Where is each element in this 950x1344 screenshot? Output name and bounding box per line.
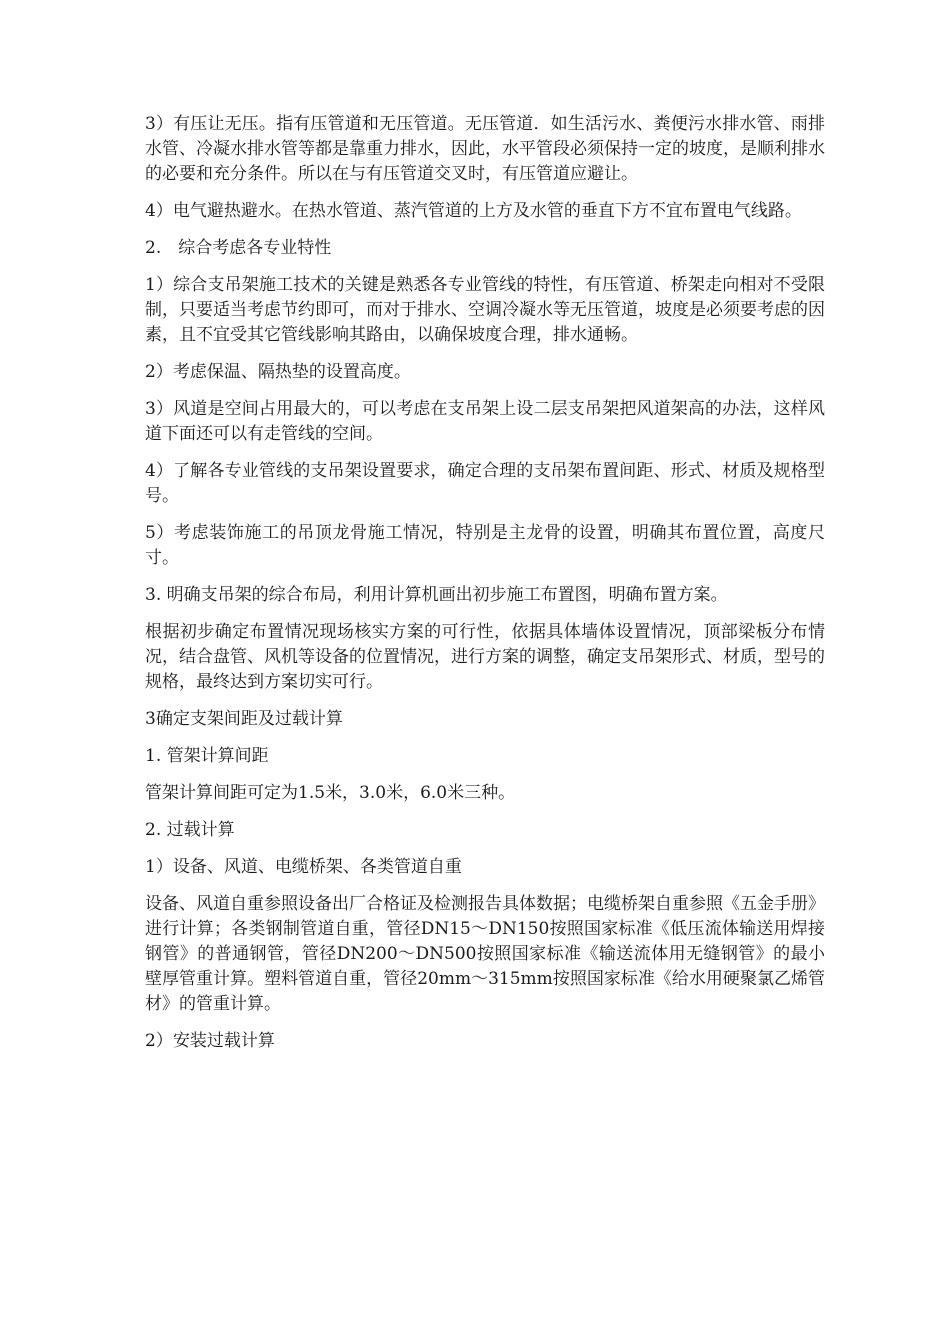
section-heading-load: 2. 过载计算	[145, 820, 235, 840]
section-heading-layout: 3. 明确支吊架的综合布局，利用计算机画出初步施工布置图，明确布置方案。	[145, 585, 728, 605]
paragraph-electrical-avoid: 4）电气避热避水。在热水管道、蒸汽管道的上方及水管的垂直下方不宜布置电气线路。	[145, 201, 802, 221]
subheading-install-load: 2）安装过载计算	[145, 1031, 275, 1051]
paragraph-duct-space: 3）风道是空间占用最大的，可以考虑在支吊架上设二层支吊架把风道架高的办法，这样风道下面还可以有走管线的空间。	[145, 399, 825, 444]
paragraph-site-verification: 根据初步确定布置情况现场核实方案的可行性，依据具体墙体设置情况，顶部梁板分布情况，结合盘管、风机等设备的位置情况，进行方案的调整，确定支吊架形式、材质，型号的规格，最终达到方案切实可行。	[145, 622, 825, 692]
paragraph-self-weight-detail: 设备、风道自重参照设备出厂合格证及检测报告具体数据；电缆桥架自重参照《五金手册》进行计算；各类钢制管道自重，管径DN15～DN150按照国家标准《低压流体输送用焊接钢管》的普通钢管，管径DN200～DN500按照国家标准《输送流体用无缝钢管》的最小壁厚管重计算。塑料管道自重，管径20mm～315mm按照国家标准《给水用硬聚氯乙烯管材》的管重计算。	[145, 894, 825, 1014]
subheading-self-weight: 1）设备、风道、电缆桥架、各类管道自重	[145, 857, 462, 877]
chapter-heading-spacing-load: 3确定支架间距及过载计算	[145, 709, 343, 729]
paragraph-spacing-values: 管架计算间距可定为1.5米，3.0米，6.0米三种。	[145, 783, 516, 803]
paragraph-insulation: 2）考虑保温、隔热垫的设置高度。	[145, 362, 411, 382]
document-page	[145, 112, 825, 1066]
section-heading-specialty: 2. 综合考虑各专业特性	[145, 238, 332, 258]
paragraph-support-requirements: 4）了解各专业管线的支吊架设置要求，确定合理的支吊架布置间距、形式、材质及规格型号。	[145, 461, 825, 506]
section-heading-spacing: 1. 管架计算间距	[145, 746, 269, 766]
paragraph-key-technique: 1）综合支吊架施工技术的关键是熟悉各专业管线的特性，有压管道、桥架走向相对不受限制，只要适当考虑节约即可，而对于排水、空调冷凝水等无压管道，坡度是必须要考虑的因素，且不宜受其它管线影响其路由，以确保坡度合理，排水通畅。	[145, 275, 825, 345]
paragraph-pressure-yield: 3）有压让无压。指有压管道和无压管道。无压管道．如生活污水、粪便污水排水管、雨排水管、冷凝水排水管等都是靠重力排水，因此，水平管段必须保持一定的坡度，是顺利排水的必要和充分条件。所以在与有压管道交叉时，有压管道应避让。	[145, 114, 825, 184]
paragraph-ceiling-keel: 5）考虑装饰施工的吊顶龙骨施工情况，特别是主龙骨的设置，明确其布置位置，高度尺寸。	[145, 523, 825, 568]
